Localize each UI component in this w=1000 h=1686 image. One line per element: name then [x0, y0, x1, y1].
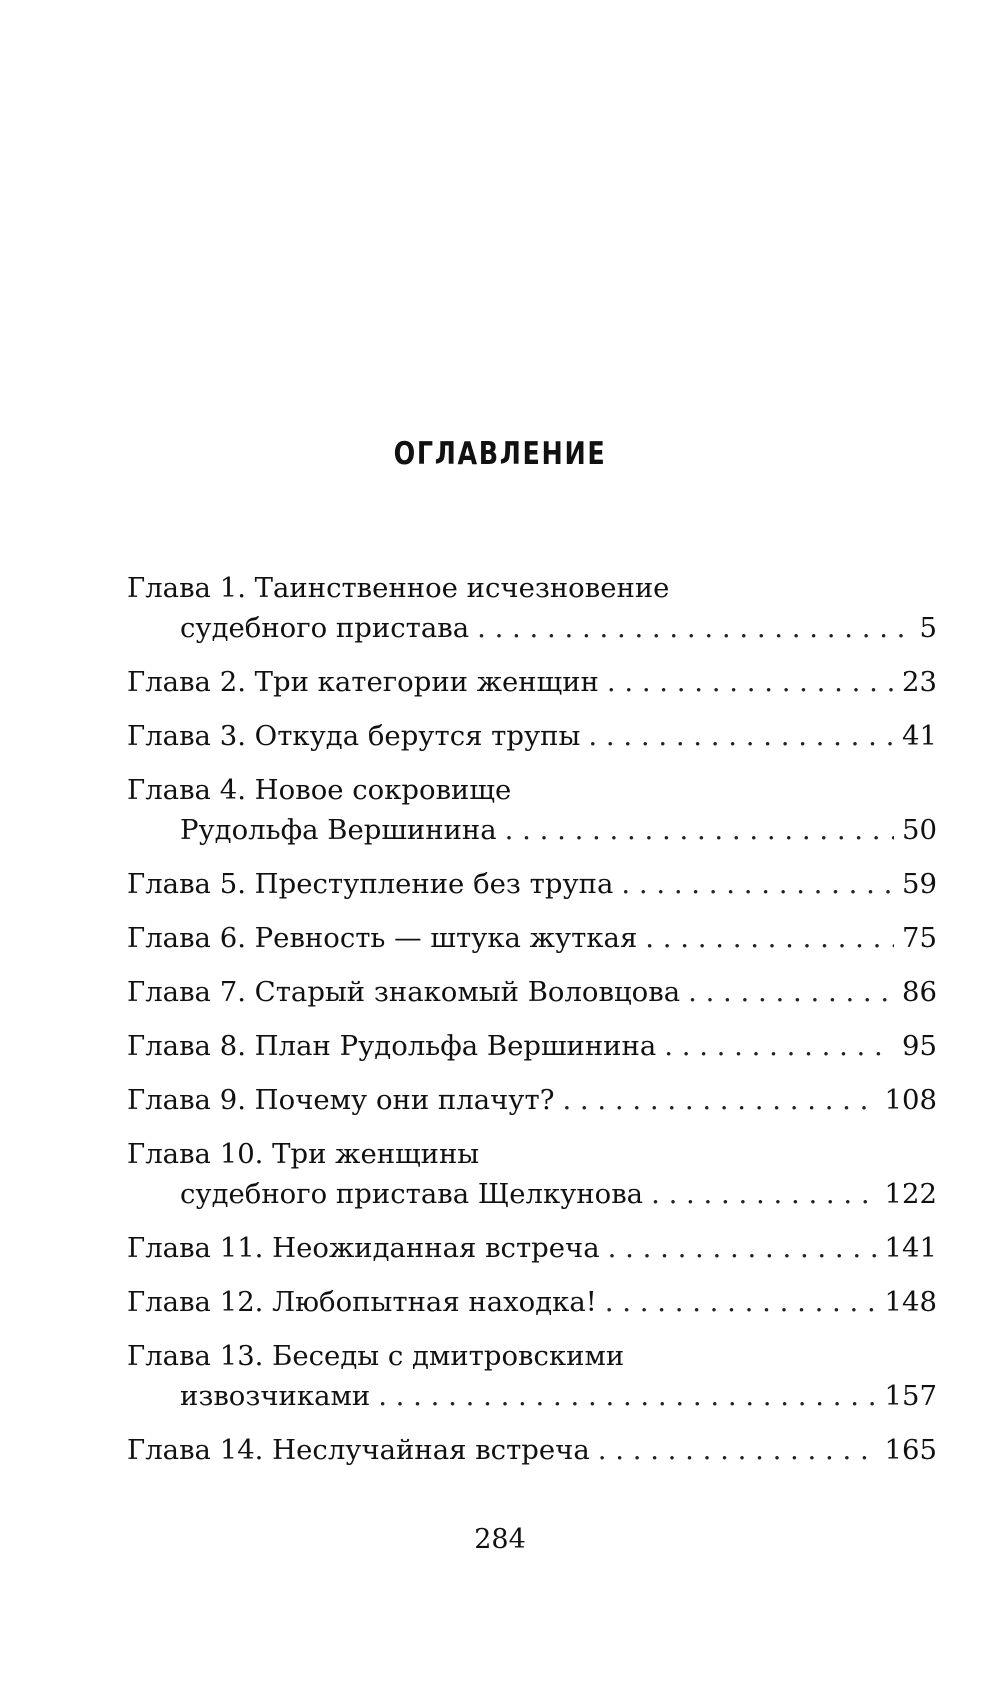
- toc-entry-title-line: [127, 1430, 937, 1470]
- toc-entry-continuation-line: [127, 810, 937, 850]
- page-number: 284: [474, 1524, 526, 1555]
- toc-entry: [127, 1134, 937, 1214]
- chapter-title: Глава 9. Почему они плачут?: [127, 1084, 555, 1116]
- chapter-title: Глава 14. Неслучайная встреча: [127, 1434, 590, 1466]
- toc-entry-continuation-line: [127, 1376, 937, 1416]
- toc-entry-title-line: [127, 770, 937, 810]
- chapter-title: Глава 3. Откуда берутся трупы: [127, 720, 581, 752]
- toc-entry-continuation-line: [127, 1174, 937, 1214]
- chapter-title: Глава 4. Новое сокровище: [127, 774, 512, 806]
- toc-entry: [127, 918, 937, 958]
- toc-entry-title-line: [127, 1282, 937, 1322]
- chapter-title-continuation: Рудольфа Вершинина: [180, 814, 497, 846]
- toc-entry: [127, 770, 937, 850]
- toc-entry-title-line: [127, 918, 937, 958]
- toc-entry-title-line: [127, 662, 937, 702]
- chapter-page-number: 86: [902, 976, 937, 1008]
- chapter-title-continuation: судебного пристава: [180, 612, 470, 644]
- chapter-page-number: 95: [902, 1030, 937, 1062]
- chapter-page-number: 59: [902, 868, 937, 900]
- toc-entry: [127, 1282, 937, 1322]
- chapter-page-number: 23: [902, 666, 937, 698]
- toc-entry-title-line: [127, 1134, 937, 1174]
- chapter-page-number: 141: [884, 1232, 937, 1264]
- toc-entry-continuation-line: [127, 608, 937, 648]
- dot-leader: [605, 1282, 877, 1322]
- chapter-title: Глава 1. Таинственное исчезновение: [127, 572, 670, 604]
- chapter-page-number: 165: [884, 1434, 937, 1466]
- dot-leader: [562, 1080, 876, 1120]
- dot-leader: [505, 810, 894, 850]
- dot-leader: [607, 662, 894, 702]
- dot-leader: [664, 1026, 894, 1066]
- chapter-title: Глава 8. План Рудольфа Вершинина: [127, 1030, 657, 1062]
- toc-entry: [127, 1080, 937, 1120]
- dot-leader: [588, 716, 894, 756]
- chapter-title: Глава 13. Беседы с дмитровскими: [127, 1340, 625, 1372]
- toc-entry: [127, 1026, 937, 1066]
- toc-entry-title-line: [127, 864, 937, 904]
- chapter-page-number: 41: [902, 720, 937, 752]
- toc-entry-title-line: [127, 1026, 937, 1066]
- toc-entry: [127, 716, 937, 756]
- chapter-title: Глава 6. Ревность — штука жуткая: [127, 922, 638, 954]
- chapter-title: Глава 7. Старый знакомый Воловцова: [127, 976, 681, 1008]
- chapter-page-number: 157: [884, 1380, 937, 1412]
- dot-leader: [378, 1376, 876, 1416]
- chapter-page-number: 108: [884, 1084, 937, 1116]
- dot-leader: [688, 972, 894, 1012]
- dot-leader: [651, 1174, 876, 1214]
- toc-entry: [127, 864, 937, 904]
- dot-leader: [598, 1430, 877, 1470]
- chapter-title: Глава 2. Три категории женщин: [127, 666, 599, 698]
- page-title: ОГЛАВЛЕНИЕ: [393, 436, 607, 472]
- toc-entry-title-line: [127, 1336, 937, 1376]
- dot-leader: [645, 918, 894, 958]
- chapter-page-number: 50: [902, 814, 937, 846]
- chapter-title: Глава 11. Неожиданная встреча: [127, 1232, 600, 1264]
- toc-entry-title-line: [127, 568, 937, 608]
- dot-leader: [477, 608, 911, 648]
- dot-leader: [621, 864, 894, 904]
- chapter-title-continuation: судебного пристава Щелкунова: [180, 1178, 644, 1210]
- toc-entry-title-line: [127, 1228, 937, 1268]
- chapter-page-number: 5: [919, 612, 937, 644]
- chapter-page-number: 122: [884, 1178, 937, 1210]
- chapter-page-number: 75: [902, 922, 937, 954]
- toc-entry-title-line: [127, 972, 937, 1012]
- toc-entry: [127, 662, 937, 702]
- chapter-title-continuation: извозчиками: [180, 1380, 371, 1412]
- chapter-title: Глава 5. Преступление без трупа: [127, 868, 614, 900]
- toc-entry: [127, 568, 937, 648]
- dot-leader: [608, 1228, 877, 1268]
- table-of-contents: [127, 568, 937, 1484]
- toc-entry: [127, 1228, 937, 1268]
- chapter-title: Глава 10. Три женщины: [127, 1138, 480, 1170]
- chapter-title: Глава 12. Любопытная находка!: [127, 1286, 597, 1318]
- toc-entry-title-line: [127, 1080, 937, 1120]
- chapter-page-number: 148: [884, 1286, 937, 1318]
- toc-entry: [127, 1430, 937, 1470]
- toc-entry: [127, 1336, 937, 1416]
- toc-entry: [127, 972, 937, 1012]
- toc-entry-title-line: [127, 716, 937, 756]
